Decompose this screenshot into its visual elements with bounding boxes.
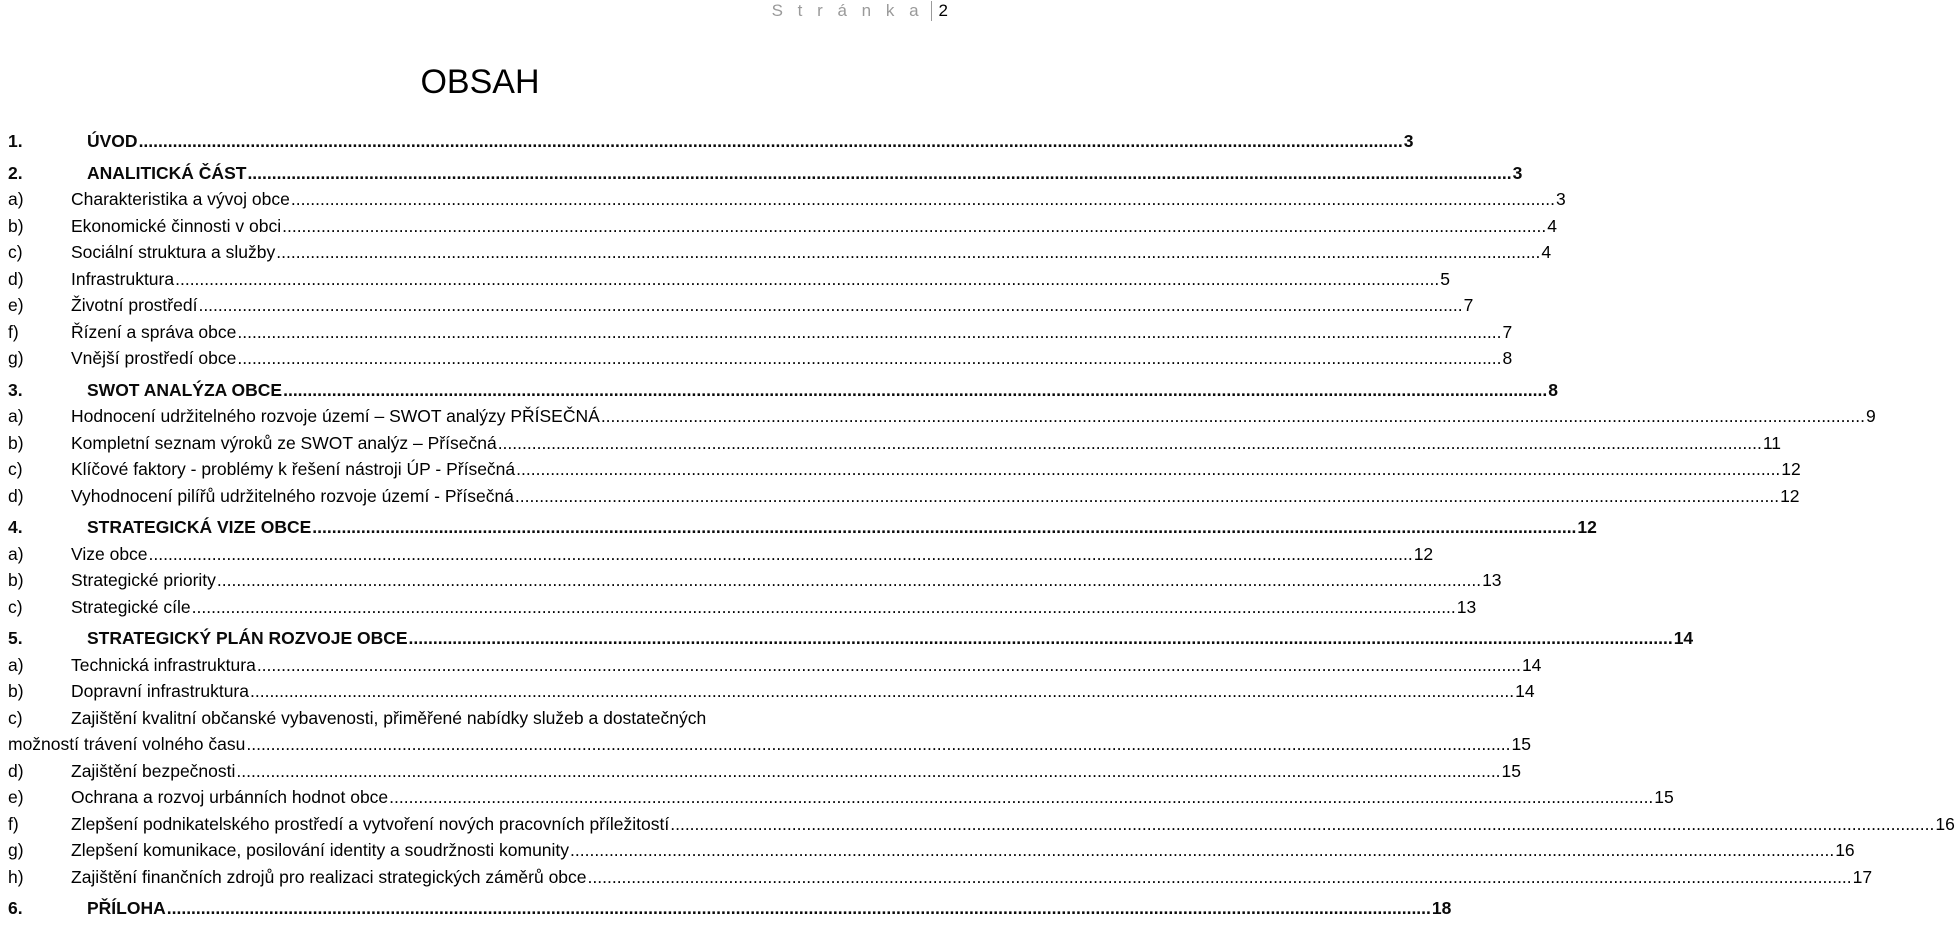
toc-entry-page: 3 bbox=[1512, 162, 1523, 183]
toc-entry-page: 14 bbox=[1521, 654, 1542, 675]
toc-entry-number: 6. bbox=[8, 898, 23, 918]
toc-entry-title: Vyhodnocení pilířů udržitelného rozvoje území - Přísečná bbox=[71, 485, 514, 506]
toc-dot-leader bbox=[192, 594, 1456, 621]
toc-entry-number: e) bbox=[8, 787, 24, 807]
toc-entry-title: Sociální struktura a služby bbox=[71, 242, 276, 262]
toc-entry-page: 15 bbox=[1501, 760, 1522, 781]
toc-entry-number: 1. bbox=[8, 131, 23, 151]
toc-entry-page: 12 bbox=[1780, 485, 1800, 506]
toc-chapter[interactable] bbox=[8, 160, 1523, 187]
toc-entry-number: d) bbox=[8, 485, 24, 506]
toc-entry-number: f) bbox=[8, 321, 19, 342]
toc-dot-leader bbox=[246, 731, 1510, 758]
toc-entry-number: b) bbox=[8, 570, 24, 590]
toc-entry-title: Zlepšení podnikatelského prostředí a vytvoření nových pracovních příležitostí bbox=[71, 813, 670, 834]
toc-dot-leader bbox=[588, 864, 1852, 891]
document-title: OBSAH bbox=[420, 62, 540, 101]
toc-entry-page: 5 bbox=[1440, 268, 1450, 289]
toc-entry-page: 13 bbox=[1456, 596, 1477, 617]
toc-entry-page: 16 bbox=[1935, 813, 1955, 834]
toc-dot-leader bbox=[237, 319, 1501, 346]
toc-entry[interactable] bbox=[8, 811, 1955, 838]
toc-entry-title: Zlepšení komunikace, posilování identity a soudržnosti komunity bbox=[71, 840, 570, 860]
toc-entry-page: 8 bbox=[1502, 348, 1513, 368]
toc-entry-title: Vize obce bbox=[71, 543, 148, 564]
toc-entry-number: d) bbox=[8, 268, 24, 289]
toc-entry[interactable] bbox=[8, 345, 1513, 372]
header-divider bbox=[931, 1, 932, 21]
toc-entry-page: 3 bbox=[1403, 131, 1414, 151]
toc-entry-number: f) bbox=[8, 813, 19, 834]
toc-dot-leader bbox=[247, 160, 1511, 187]
toc-entry-number: b) bbox=[8, 215, 24, 236]
toc-entry[interactable] bbox=[8, 652, 1542, 679]
toc-entry-number: c) bbox=[8, 242, 23, 262]
toc-dot-leader bbox=[283, 377, 1547, 404]
toc-entry[interactable] bbox=[8, 213, 1557, 240]
toc-dot-leader bbox=[139, 128, 1403, 155]
toc-entry[interactable] bbox=[8, 403, 1876, 430]
toc-entry-page: 8 bbox=[1548, 379, 1558, 400]
toc-entry[interactable] bbox=[8, 483, 1800, 510]
toc-dot-leader bbox=[498, 430, 1762, 457]
toc-entry[interactable] bbox=[8, 567, 1502, 594]
toc-entry[interactable] bbox=[8, 430, 1781, 457]
toc-entry-title: Klíčové faktory - problémy k řešení nástroji ÚP - Přísečná bbox=[71, 459, 516, 479]
toc-dot-leader bbox=[312, 514, 1576, 541]
toc-entry-title: Životní prostředí bbox=[71, 295, 198, 315]
toc-entry-number: e) bbox=[8, 295, 24, 315]
toc-entry[interactable] bbox=[8, 837, 1855, 864]
toc-dot-leader bbox=[516, 456, 1780, 483]
toc-entry-number: 4. bbox=[8, 517, 23, 537]
toc-entry-page: 7 bbox=[1463, 295, 1474, 315]
toc-entry-title: Kompletní seznam výroků ze SWOT analýz – Přísečná bbox=[71, 432, 497, 453]
toc-entry-number: a) bbox=[8, 543, 24, 564]
toc-dot-leader bbox=[276, 239, 1540, 266]
toc-entry[interactable] bbox=[8, 758, 1522, 785]
toc-entry-page: 12 bbox=[1577, 517, 1597, 537]
page-header bbox=[772, 0, 948, 22]
toc-entry-title-continued: možností trávení volného času bbox=[8, 734, 246, 754]
toc-entry-title: Dopravní infrastruktura bbox=[71, 681, 249, 701]
toc-entry[interactable] bbox=[8, 864, 1873, 891]
toc-entry-page: 13 bbox=[1482, 570, 1502, 590]
toc-entry-page: 9 bbox=[1865, 406, 1876, 426]
toc-dot-leader bbox=[291, 186, 1555, 213]
toc-entry[interactable] bbox=[8, 456, 1801, 483]
toc-dot-leader bbox=[257, 652, 1521, 679]
toc-entry-page: 7 bbox=[1502, 321, 1513, 342]
toc-chapter[interactable] bbox=[8, 128, 1414, 155]
toc-dot-leader bbox=[217, 567, 1481, 594]
toc-entry-title: Řízení a správa obce bbox=[71, 321, 237, 342]
toc-entry[interactable] bbox=[8, 541, 1434, 568]
toc-entry-number: c) bbox=[8, 707, 23, 728]
toc-entry-title: Zajištění kvalitní občanské vybavenosti, přiměřené nabídky služeb a dostatečných bbox=[71, 707, 707, 728]
toc-dot-leader bbox=[236, 758, 1500, 785]
toc-entry-page: 18 bbox=[1431, 898, 1452, 918]
toc-entry-page: 11 bbox=[1762, 432, 1781, 453]
toc-entry-number: h) bbox=[8, 866, 24, 887]
toc-entry-title: PŘÍLOHA bbox=[87, 898, 166, 918]
toc-entry-title: Hodnocení udržitelného rozvoje území – SWOT analýzy PŘÍSEČNÁ bbox=[71, 406, 600, 426]
toc-entry[interactable] bbox=[8, 239, 1552, 266]
toc-entry-title: Ochrana a rozvoj urbánních hodnot obce bbox=[71, 787, 389, 807]
toc-entry-number: a) bbox=[8, 654, 24, 675]
toc-entry-title: Strategické priority bbox=[71, 570, 216, 590]
toc-entry-number: a) bbox=[8, 189, 24, 209]
toc-dot-leader bbox=[198, 292, 1462, 319]
page-number: 2 bbox=[938, 1, 948, 20]
toc-dot-leader bbox=[515, 483, 1779, 510]
toc-entry[interactable] bbox=[8, 705, 1531, 758]
toc-entry-page: 16 bbox=[1835, 840, 1855, 860]
table-of-contents bbox=[8, 128, 1955, 922]
toc-entry-page: 14 bbox=[1515, 681, 1535, 701]
toc-entry-title: Zajištění finančních zdrojů pro realizaci strategických záměrů obce bbox=[71, 866, 587, 887]
toc-entry-number: g) bbox=[8, 348, 24, 368]
toc-entry-title: Technická infrastruktura bbox=[71, 654, 256, 675]
toc-entry-page: 4 bbox=[1547, 215, 1557, 236]
toc-entry-title: Charakteristika a vývoj obce bbox=[71, 189, 290, 209]
toc-entry-title: STRATEGICKÁ VIZE OBCE bbox=[87, 517, 312, 537]
toc-entry-number: c) bbox=[8, 459, 23, 479]
toc-entry-title: Ekonomické činnosti v obci bbox=[71, 215, 282, 236]
toc-dot-leader bbox=[250, 678, 1514, 705]
toc-dot-leader bbox=[570, 837, 1834, 864]
toc-entry-number: 5. bbox=[8, 628, 23, 648]
toc-entry-page: 12 bbox=[1781, 459, 1801, 479]
toc-entry-number: 2. bbox=[8, 162, 23, 183]
toc-dot-leader bbox=[237, 345, 1501, 372]
toc-chapter[interactable] bbox=[8, 625, 1694, 652]
toc-dot-leader bbox=[601, 403, 1865, 430]
toc-entry-title: Vnější prostředí obce bbox=[71, 348, 237, 368]
toc-entry[interactable] bbox=[8, 319, 1513, 346]
toc-dot-leader bbox=[149, 541, 1413, 568]
toc-entry-title: Infrastruktura bbox=[71, 268, 175, 289]
toc-entry-page: 4 bbox=[1541, 242, 1552, 262]
toc-entry-page: 17 bbox=[1852, 866, 1873, 887]
toc-entry-number: 3. bbox=[8, 379, 23, 400]
toc-entry[interactable] bbox=[8, 266, 1450, 293]
toc-dot-leader bbox=[670, 811, 1934, 838]
toc-entry-number: a) bbox=[8, 406, 24, 426]
toc-dot-leader bbox=[409, 625, 1673, 652]
toc-chapter[interactable] bbox=[8, 514, 1597, 541]
toc-entry-title: Zajištění bezpečnosti bbox=[71, 760, 236, 781]
toc-entry-page: 12 bbox=[1413, 543, 1434, 564]
toc-entry-number: b) bbox=[8, 432, 24, 453]
toc-chapter[interactable] bbox=[8, 377, 1558, 404]
toc-entry[interactable] bbox=[8, 186, 1566, 213]
toc-entry-number: c) bbox=[8, 596, 23, 617]
toc-entry-page: 14 bbox=[1673, 628, 1694, 648]
toc-entry-number: d) bbox=[8, 760, 24, 781]
toc-entry[interactable] bbox=[8, 594, 1477, 621]
toc-entry-page: 15 bbox=[1511, 734, 1531, 754]
toc-dot-leader bbox=[282, 213, 1546, 240]
toc-entry-title: ÚVOD bbox=[87, 131, 138, 151]
toc-entry-title: ANALITICKÁ ČÁST bbox=[87, 162, 247, 183]
toc-entry-page: 15 bbox=[1654, 787, 1674, 807]
toc-entry[interactable] bbox=[8, 292, 1474, 319]
toc-entry-page: 3 bbox=[1556, 189, 1566, 209]
toc-chapter[interactable] bbox=[8, 895, 1452, 922]
toc-entry-title: STRATEGICKÝ PLÁN ROZVOJE OBCE bbox=[87, 628, 408, 648]
toc-dot-leader bbox=[389, 784, 1653, 811]
toc-dot-leader bbox=[167, 895, 1431, 922]
toc-entry-title: SWOT ANALÝZA OBCE bbox=[87, 379, 283, 400]
toc-entry-title: Strategické cíle bbox=[71, 596, 191, 617]
toc-entry[interactable] bbox=[8, 784, 1674, 811]
toc-entry-number: g) bbox=[8, 840, 24, 860]
toc-entry-number: b) bbox=[8, 681, 24, 701]
page-label: S t r á n k a bbox=[771, 1, 924, 20]
toc-dot-leader bbox=[175, 266, 1439, 293]
toc-entry[interactable] bbox=[8, 678, 1535, 705]
